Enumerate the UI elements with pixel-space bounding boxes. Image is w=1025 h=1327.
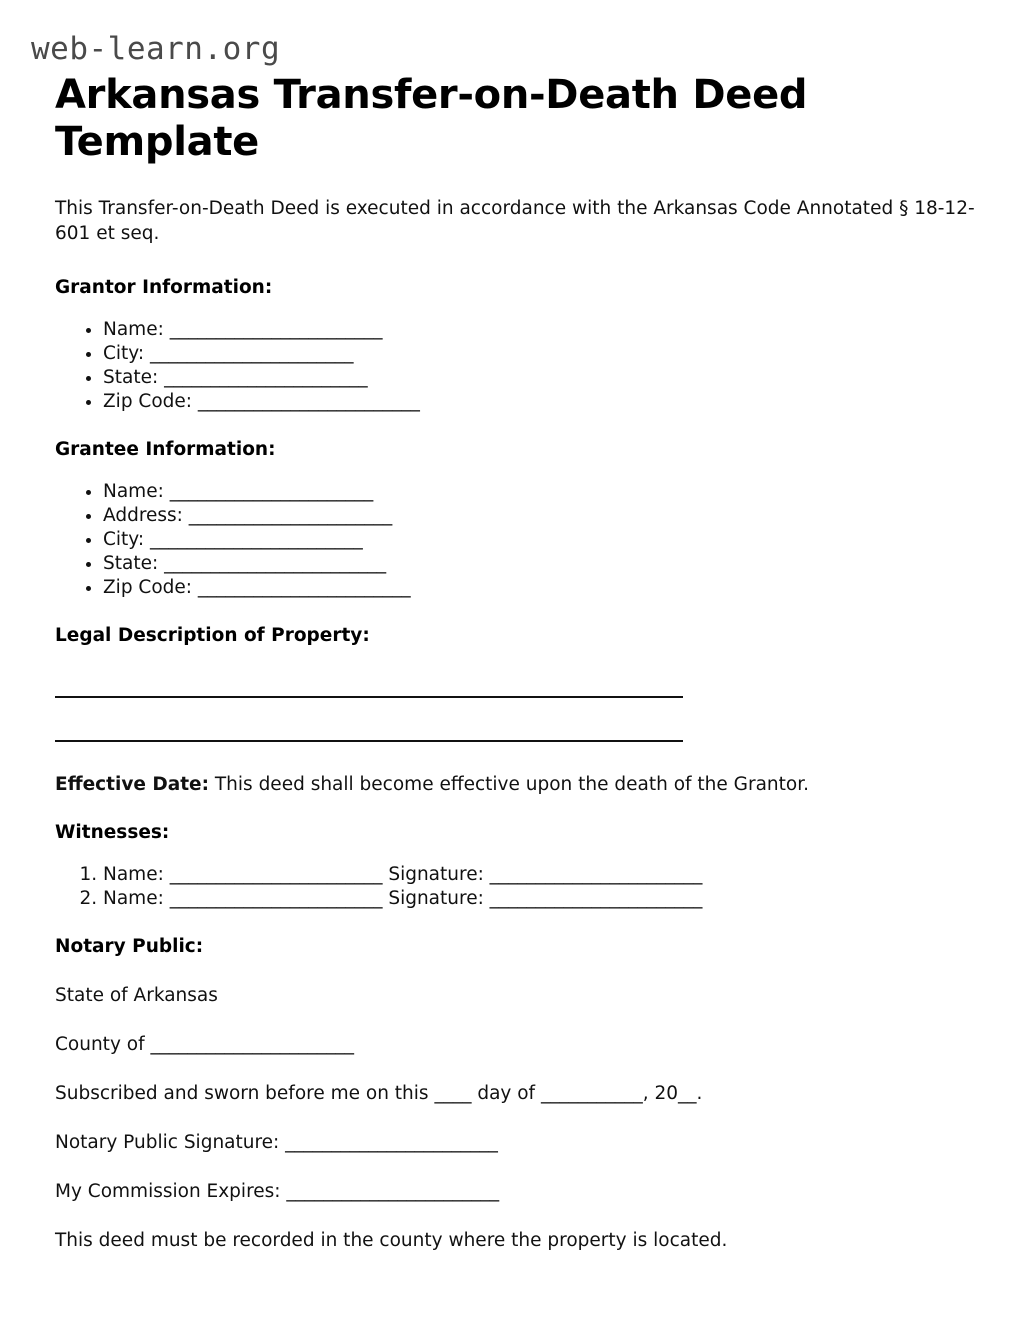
legal-description-heading: Legal Description of Property: [55,625,370,646]
list-item: 1. Name: _______________________ Signature: _______________________ [103,863,985,887]
spacer [55,1057,985,1081]
witness-list [55,863,985,911]
spacer [55,414,985,438]
spacer [55,1106,985,1130]
spacer [55,698,985,740]
grantee-section-heading: Grantee Information: [55,439,276,460]
list-item: • Zip Code: ________________________ [103,390,985,414]
notary-sworn-line: Subscribed and sworn before me on this ____ day of ___________, 20__. [55,1083,703,1104]
spacer [55,1008,985,1032]
spacer [55,911,985,935]
list-item: • City: ______________________ [103,342,985,366]
intro-paragraph: This Transfer-on-Death Deed is executed in accordance with the Arkansas Code Annotated § 18-12-601 et seq. [55,198,975,244]
notary-signature-line: Notary Public Signature: _______________________ [55,1132,498,1153]
spacer [55,742,985,772]
list-item: • State: ________________________ [103,552,985,576]
effective-date-label: Effective Date: [55,774,209,795]
notary-commission-line: My Commission Expires: _______________________ [55,1181,500,1202]
spacer [55,300,985,318]
site-watermark: web-learn.org [31,31,281,67]
recording-note: This deed must be recorded in the county where the property is located. [55,1230,728,1251]
document-body [55,196,985,1253]
list-item: • City: _______________________ [103,528,985,552]
notary-state-line: State of Arkansas [55,985,218,1006]
spacer [55,462,985,480]
spacer [55,845,985,863]
spacer [55,600,985,624]
effective-date-text: This deed shall become effective upon the death of the Grantor. [209,774,810,795]
grantor-section-heading: Grantor Information: [55,277,273,298]
spacer [55,959,985,983]
notary-county-line: County of ______________________ [55,1034,354,1055]
list-item: • Name: _______________________ [103,318,985,342]
spacer [55,1204,985,1228]
spacer [55,797,985,821]
list-item: • State: ______________________ [103,366,985,390]
grantee-field-list [55,480,985,600]
list-item: 2. Name: _______________________ Signature: _______________________ [103,887,985,911]
witnesses-heading: Witnesses: [55,822,170,843]
grantor-field-list [55,318,985,414]
spacer [55,648,985,696]
spacer [55,1155,985,1179]
list-item: • Zip Code: _______________________ [103,576,985,600]
effective-date-paragraph [55,772,985,797]
notary-heading: Notary Public: [55,936,204,957]
list-item: • Address: ______________________ [103,504,985,528]
spacer [55,246,985,276]
page-title: Arkansas Transfer-on-Death Deed Template [55,72,808,165]
list-item: • Name: ______________________ [103,480,985,504]
